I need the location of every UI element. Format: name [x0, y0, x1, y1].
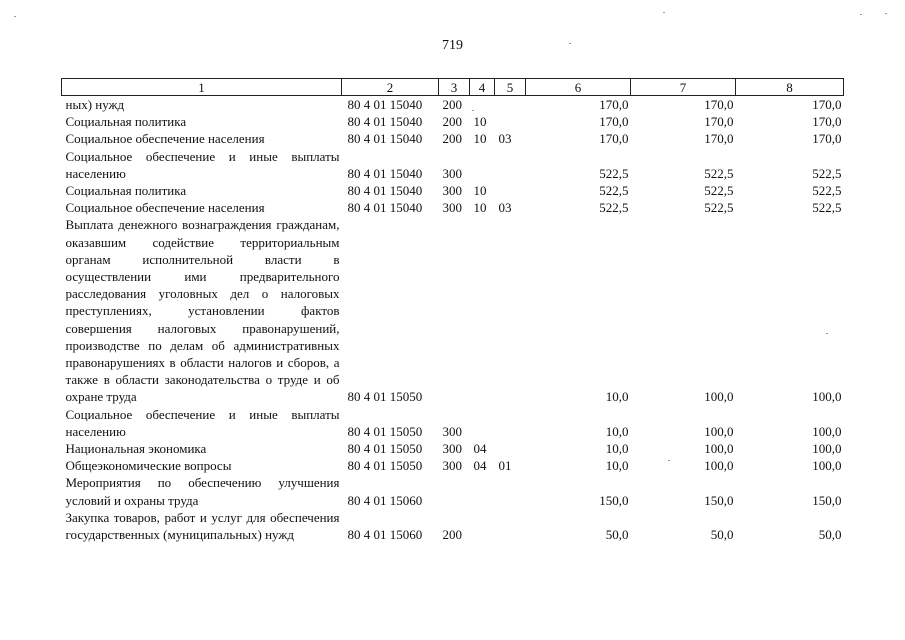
column-header-1: 1	[62, 79, 342, 96]
row-section: 10	[473, 183, 487, 199]
row-value-8: 522,5	[812, 165, 842, 181]
row-name: Социальное обеспечение населения	[65, 200, 265, 216]
row-value-6: 10,0	[605, 441, 629, 457]
table-row	[62, 182, 844, 199]
row-section: 10	[473, 131, 487, 147]
row-section	[470, 406, 495, 440]
table-row	[62, 216, 844, 405]
row-expense-type: 300	[442, 200, 462, 216]
column-header-4: 4	[470, 79, 495, 96]
row-target-code: 80 4 01 15050	[347, 441, 423, 457]
table-row	[62, 96, 844, 114]
row-name: Социальное обеспечение и иные выплаты населению	[65, 148, 340, 181]
row-subsection	[495, 406, 526, 440]
row-target-code: 80 4 01 15060	[347, 492, 423, 508]
budget-table	[61, 78, 844, 543]
scan-speck	[826, 333, 828, 334]
row-value-6: 10,0	[605, 458, 629, 474]
row-name: Закупка товаров, работ и услуг для обеспечения государственных (муниципальных) нужд	[65, 509, 340, 543]
row-section: 04	[473, 441, 487, 457]
row-subsection	[495, 148, 526, 182]
row-value-7: 100,0	[704, 423, 734, 439]
row-value-7: 100,0	[704, 458, 734, 474]
row-subsection	[495, 96, 526, 114]
row-expense-type: 200	[442, 97, 462, 112]
page-number: 719	[442, 38, 463, 53]
row-section	[470, 509, 495, 543]
row-value-6: 10,0	[605, 389, 629, 405]
scan-speck	[472, 110, 474, 111]
row-subsection: 03	[498, 131, 512, 147]
row-section	[470, 216, 495, 405]
row-value-6: 170,0	[599, 131, 629, 147]
row-subsection	[495, 182, 526, 199]
row-value-7: 522,5	[704, 165, 734, 181]
row-name: Социальная политика	[65, 114, 187, 130]
row-target-code: 80 4 01 15040	[347, 97, 423, 112]
row-target-code: 80 4 01 15040	[347, 131, 423, 147]
row-value-8: 170,0	[812, 114, 842, 130]
scan-speck	[569, 43, 571, 44]
column-header-2: 2	[342, 79, 439, 96]
row-value-6: 10,0	[605, 423, 629, 439]
row-value-6: 170,0	[599, 97, 629, 112]
table-row	[62, 509, 844, 543]
row-target-code: 80 4 01 15050	[347, 458, 423, 474]
scan-speck	[14, 16, 16, 17]
row-target-code: 80 4 01 15050	[347, 389, 423, 405]
row-expense-type	[439, 474, 470, 508]
row-value-7: 170,0	[704, 97, 734, 112]
row-target-code: 80 4 01 15040	[347, 200, 423, 216]
row-name: ных) нужд	[65, 97, 125, 112]
row-value-8: 100,0	[812, 389, 842, 405]
row-value-7: 170,0	[704, 114, 734, 130]
row-subsection	[495, 509, 526, 543]
row-value-8: 170,0	[812, 97, 842, 112]
row-name: Выплата денежного вознаграждения гражданам, оказавшим содействие территориальным органам исполнительной власти в осуществлении ими предварительного расследования уголовных дел о налоговых преступлениях, установлении фактов совершения налоговых правонарушений, производстве по делам об административных правонарушениях в области налогов и сборов, а также в области законодательства о труде и об охране труда	[65, 217, 340, 405]
row-name: Мероприятия по обеспечению улучшения условий и охраны труда	[65, 475, 340, 508]
row-section	[470, 148, 495, 182]
row-expense-type: 300	[442, 441, 462, 457]
table-row	[62, 457, 844, 474]
row-value-8: 100,0	[812, 458, 842, 474]
table-row	[62, 474, 844, 508]
row-section: 10	[473, 200, 487, 216]
row-name: Социальное обеспечение и иные выплаты населению	[65, 406, 340, 439]
scan-speck	[860, 14, 862, 15]
table-row	[62, 199, 844, 216]
column-header-5: 5	[495, 79, 526, 96]
column-header-3: 3	[439, 79, 470, 96]
row-target-code: 80 4 01 15060	[347, 527, 423, 543]
row-target-code: 80 4 01 15040	[347, 183, 423, 199]
row-value-8: 100,0	[812, 441, 842, 457]
row-value-6: 150,0	[599, 492, 629, 508]
row-value-8: 50,0	[818, 527, 842, 543]
table-row	[62, 148, 844, 182]
table-row	[62, 130, 844, 147]
row-expense-type: 200	[442, 131, 462, 147]
scan-speck	[885, 13, 887, 14]
table-row	[62, 440, 844, 457]
row-name: Социальное обеспечение населения	[65, 131, 265, 147]
row-expense-type: 300	[442, 165, 462, 181]
scan-speck	[663, 12, 665, 13]
row-expense-type: 200	[442, 114, 462, 130]
row-value-8: 522,5	[812, 183, 842, 199]
row-value-6: 50,0	[605, 527, 629, 543]
row-value-7: 50,0	[710, 527, 734, 543]
row-subsection: 03	[498, 200, 512, 216]
row-name: Общеэкономические вопросы	[65, 458, 232, 474]
header-row	[62, 79, 844, 96]
row-subsection: 01	[498, 458, 512, 474]
row-target-code: 80 4 01 15040	[347, 165, 423, 181]
row-value-8: 150,0	[812, 492, 842, 508]
row-expense-type: 300	[442, 423, 462, 439]
row-value-6: 522,5	[599, 200, 629, 216]
row-value-7: 150,0	[704, 492, 734, 508]
row-value-6: 170,0	[599, 114, 629, 130]
row-value-7: 100,0	[704, 389, 734, 405]
row-name: Национальная экономика	[65, 441, 207, 457]
row-subsection	[495, 440, 526, 457]
row-value-7: 522,5	[704, 183, 734, 199]
column-header-8: 8	[736, 79, 844, 96]
row-expense-type: 300	[442, 183, 462, 199]
row-value-8: 522,5	[812, 200, 842, 216]
row-value-7: 170,0	[704, 131, 734, 147]
row-value-7: 522,5	[704, 200, 734, 216]
row-value-8: 100,0	[812, 423, 842, 439]
row-section: 04	[473, 458, 487, 474]
row-subsection	[495, 113, 526, 130]
column-header-6: 6	[526, 79, 631, 96]
table-row	[62, 406, 844, 440]
row-value-6: 522,5	[599, 165, 629, 181]
row-value-7: 100,0	[704, 441, 734, 457]
scan-speck	[668, 460, 670, 461]
row-expense-type: 300	[442, 458, 462, 474]
row-expense-type: 200	[442, 527, 462, 543]
row-expense-type	[439, 216, 470, 405]
row-subsection	[495, 216, 526, 405]
row-value-8: 170,0	[812, 131, 842, 147]
row-section: 10	[473, 114, 487, 130]
row-subsection	[495, 474, 526, 508]
column-header-7: 7	[631, 79, 736, 96]
table-row	[62, 113, 844, 130]
row-value-6: 522,5	[599, 183, 629, 199]
row-section	[470, 474, 495, 508]
row-name: Социальная политика	[65, 183, 187, 199]
row-target-code: 80 4 01 15040	[347, 114, 423, 130]
row-target-code: 80 4 01 15050	[347, 423, 423, 439]
